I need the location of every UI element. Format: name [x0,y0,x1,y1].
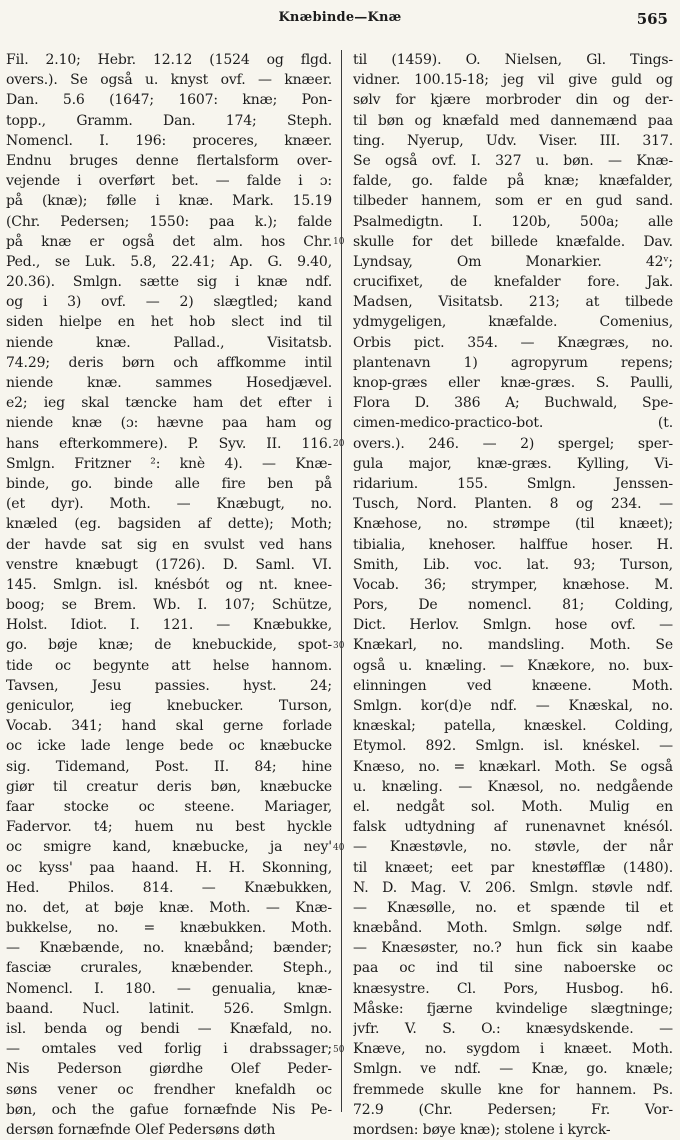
left-column-line: (Chr. Pedersen; 1550: paa k.); falde [6,213,332,230]
right-column-line: falde, go. falde på knæ; knæfalder, [353,173,673,190]
left-column-line: Nomencl. I. 196: proceres, knæer. [6,132,332,149]
left-column-line: baand. Nucl. latinit. 526. Smlgn. [6,1000,332,1017]
right-column-line: 72.9 (Chr. Pedersen; Fr. Vor- [353,1101,673,1118]
right-column-line: Se også ovf. I. 327 u. bøn. — Knæ- [353,152,673,169]
left-column-line: søns vener oc frendher knefaldh oc [6,1081,332,1098]
left-column-line: venstre knæbugt (1726). D. Saml. VI. [6,556,332,573]
right-column-line: Psalmedigtn. I. 120b, 500a; alle [353,213,673,230]
right-column-line: Knæve, no. sygdom i knæet. Moth. [353,1041,673,1058]
right-column-line: Flora D. 386 A; Buchwald, Spe- [353,395,673,412]
right-column-line: — Knæstøvle, no. støvle, der når [353,839,673,856]
left-column-line: (et dyr). Moth. — Knæbugt, no. [6,496,332,513]
margin-line-number: 10 [333,236,345,247]
right-column-line: knæskal; patella, knæskel. Colding, [353,718,673,735]
left-column-line: sig. Tidemand, Post. II. 84; hine [6,758,332,775]
right-column-line: u. knæling. — Knæsol, no. nedgående [353,778,673,795]
right-column-line: Måske: fjærne kvindelige slægtninge; [353,1000,673,1017]
right-column-line: plantenavn 1) agropyrum repens; [353,354,673,371]
running-title: Knæbinde—Knæ [278,10,402,25]
right-column-line: knop-græs eller knæ-græs. S. Paulli, [353,375,673,391]
left-column-line: no. det, at bøje knæ. Moth. — Knæ- [6,899,332,916]
right-column-line: falsk udtydning af runenavnet knésól. [353,819,673,836]
right-column-line: til knæet; eet par knestøfflæ (1480). [353,859,673,876]
left-column-line: niende knæ. Pallad., Visitatsb. [6,334,332,351]
right-column-line: skulle for det billede knæfalde. Dav. [353,233,673,250]
right-column-line: tilbeder hannem, som er en gud sand. [353,193,673,210]
left-column-line: giør til creatur deris bøn, knæbucke [6,778,332,795]
left-column-line: Vocab. 341; hand skal gerne forlade [6,718,332,735]
left-column-line: topp., Gramm. Dan. 174; Steph. [6,112,332,129]
left-column-line: faar stocke oc steene. Mariager, [6,798,332,815]
left-column [6,50,332,1140]
right-column-line: paa oc ind til sine naboerske oc [353,960,673,977]
margin-line-number: 50 [333,1044,345,1055]
left-column-line: 20.36). Smlgn. sætte sig i knæ ndf. [6,274,332,291]
left-column-line: oc smigre kand, knæbucke, ja ney' [6,839,332,856]
left-column-line: knæled (eg. bagsiden af dette); Moth; [6,516,332,533]
left-column-line: Nis Pederson giørdhe Olef Peder- [6,1061,332,1078]
left-column-line: Nomencl. I. 180. — genualia, knæ- [6,980,332,997]
left-column-line: Smlgn. Fritzner ²: knè 4). — Knæ- [6,455,332,472]
left-column-line: oc kyss' paa haand. H. H. Skonning, [6,859,332,876]
right-column-line: Smlgn. kor(d)e ndf. — Knæskal, no. [353,698,673,714]
left-column-line: niende knæ. sammes Hosedjævel. [6,375,332,391]
right-column-line: sølv for kjære morbroder din og der- [353,92,673,109]
right-column-line: Orbis pict. 354. — Knægræs, no. [353,334,673,351]
right-column-line: fremmede skulle kne for hannem. Ps. [353,1081,673,1098]
margin-line-number: 30 [333,640,345,651]
margin-line-number: 40 [333,842,345,853]
page-header [0,6,680,36]
left-column-line: på (knæ); følle i knæ. Mark. 15.19 [6,193,332,210]
right-column-line: overs.). 246. — 2) spergel; sper- [353,435,673,452]
left-column-line: tide oc begynte att helse hannom. [6,657,332,674]
left-column-line: bøn, och the gafue fornæfnde Nis Pe- [6,1101,332,1118]
right-column-line: også u. knæling. — Knækore, no. bux- [353,657,673,674]
right-column-line: Smith, Lib. voc. lat. 93; Turson, [353,556,673,573]
left-column-line: oc icke lade lenge bede oc knæbucke [6,738,332,755]
left-column-line: 74.29; deris børn och affkomme intil [6,354,332,371]
left-column-line: — omtales ved forlig i drabssager; [6,1041,332,1058]
right-column-line: N. D. Mag. V. 206. Smlgn. støvle ndf. [353,879,673,896]
left-column-line: — Knæbænde, no. knæbånd; bænder; [6,940,332,957]
right-column-line: Knækarl, no. mandsling. Moth. Se [353,637,673,654]
right-column-line: — Knæsøster, no.? hun fick sin kaabe [353,940,673,957]
right-column-line: Vocab. 36; strymper, knæhose. M. [353,576,673,593]
right-column-line: vidner. 100.15-18; jeg vil give guld og [353,72,673,89]
column-divider [341,50,342,1112]
right-column-line: Knæso, no. = knækarl. Moth. Se også [353,758,673,775]
left-column-line: go. bøje knæ; de knebuckide, spot- [6,637,332,654]
right-column-line: ting. Nyerup, Udv. Viser. III. 317. [353,132,673,149]
right-column-line: til bøn og knæfald med dannemænd paa [353,112,673,129]
right-column-line: elinningen ved knæene. Moth. [353,677,673,694]
left-column-line: Fil. 2.10; Hebr. 12.12 (1524 og flgd. [6,52,332,68]
left-column-line: boog; se Brem. Wb. I. 107; Schütze, [6,597,332,614]
right-column-line: Smlgn. ve ndf. — Knæ, go. knæle; [353,1061,673,1078]
right-column-line: — Knæsølle, no. et spænde til et [353,899,673,916]
left-column-line: geniculor, ieg knebucker. Turson, [6,698,332,714]
left-column-line: vejende i overført bet. — falde i ɔ: [6,173,332,190]
right-column-line: Pors, De nomencl. 81; Colding, [353,597,673,614]
right-column-line: knæsystre. Cl. Pors, Husbog. h6. [353,980,673,997]
left-column-line: Hed. Philos. 814. — Knæbukken, [6,879,332,896]
right-column-line: cimen-medico-practico-bot. (t. [353,415,673,432]
left-column-line: 145. Smlgn. isl. knésbót og nt. knee- [6,576,332,593]
right-column-line: jvfr. V. S. O.: knæsydskende. — [353,1021,673,1037]
page-number: 565 [636,10,668,28]
left-column-line: overs.). Se også u. knyst ovf. — knæer. [6,72,332,89]
right-column-line: Knæhose, no. strømpe (til knæet); [353,516,673,533]
right-column-line: el. nedgåt sol. Moth. Mulig en [353,798,673,815]
left-column-line: bukkelse, no. = knæbukken. Moth. [6,920,332,937]
left-column-line: Dan. 5.6 (1647; 1607: knæ; Pon- [6,92,332,109]
left-column-line: på knæ er også det alm. hos Chr. [6,233,332,250]
left-column-line: siden hielpe en het hob slect ind til [6,314,332,331]
right-column-line: Madsen, Visitatsb. 213; at tilbede [353,294,673,311]
margin-line-number: 20 [333,438,345,449]
right-column-line: Tusch, Nord. Planten. 8 og 234. — [353,496,673,513]
right-column-line: knæbånd. Moth. Smlgn. sølge ndf. [353,920,673,937]
left-column-line: Holst. Idiot. I. 121. — Knæbukke, [6,617,332,634]
left-column-line: dersøn fornæfnde Olef Pedersøns døth [6,1121,276,1138]
left-column-line: og i 3) ovf. — 2) slægtled; kand [6,294,332,311]
left-column-line: e2; ieg skal tæncke ham det efter i [6,395,332,412]
left-column-line: der havde sat sig en svulst ved hans [6,536,332,553]
right-column-line: Lyndsay, Om Monarkier. 42ᵛ; [353,253,673,270]
left-column-line: hans efterkommere). P. Syv. II. 116. [6,435,332,452]
right-column-line: tibialia, knehoser. halffue hoser. H. [353,536,673,553]
left-column-line: niende knæ (ɔ: hævne paa ham og [6,415,332,432]
right-column-line: gula major, knæ-græs. Kylling, Vi- [353,455,673,472]
right-column-line: Etymol. 892. Smlgn. isl. knéskel. — [353,738,673,755]
right-column-line: ydmygeligen, knæfalde. Comenius, [353,314,673,331]
right-column-line: ridarium. 155. Smlgn. Jenssen- [353,475,673,492]
left-column-line: Tavsen, Jesu passies. hyst. 24; [6,677,332,694]
right-column-line: mordsen: bøye knæ); stolene i kyrck- [353,1121,611,1138]
left-column-line: binde, go. binde alle fire ben på [6,475,332,492]
right-column-line: Dict. Herlov. Smlgn. hose ovf. — [353,617,673,634]
left-column-line: Ped., se Luk. 5.8, 22.41; Ap. G. 9.40, [6,253,332,270]
right-column [353,50,673,1140]
right-column-line: til (1459). O. Nielsen, Gl. Tings- [353,52,673,68]
left-column-line: Endnu bruges denne flertalsform over- [6,152,332,169]
left-column-line: fasciæ crurales, knæbender. Steph., [6,960,332,977]
left-column-line: isl. benda og bendi — Knæfald, no. [6,1021,332,1037]
left-column-line: Fadervor. t4; huem nu best hyckle [6,819,332,836]
right-column-line: crucifixet, de knefalder fore. Jak. [353,274,673,291]
